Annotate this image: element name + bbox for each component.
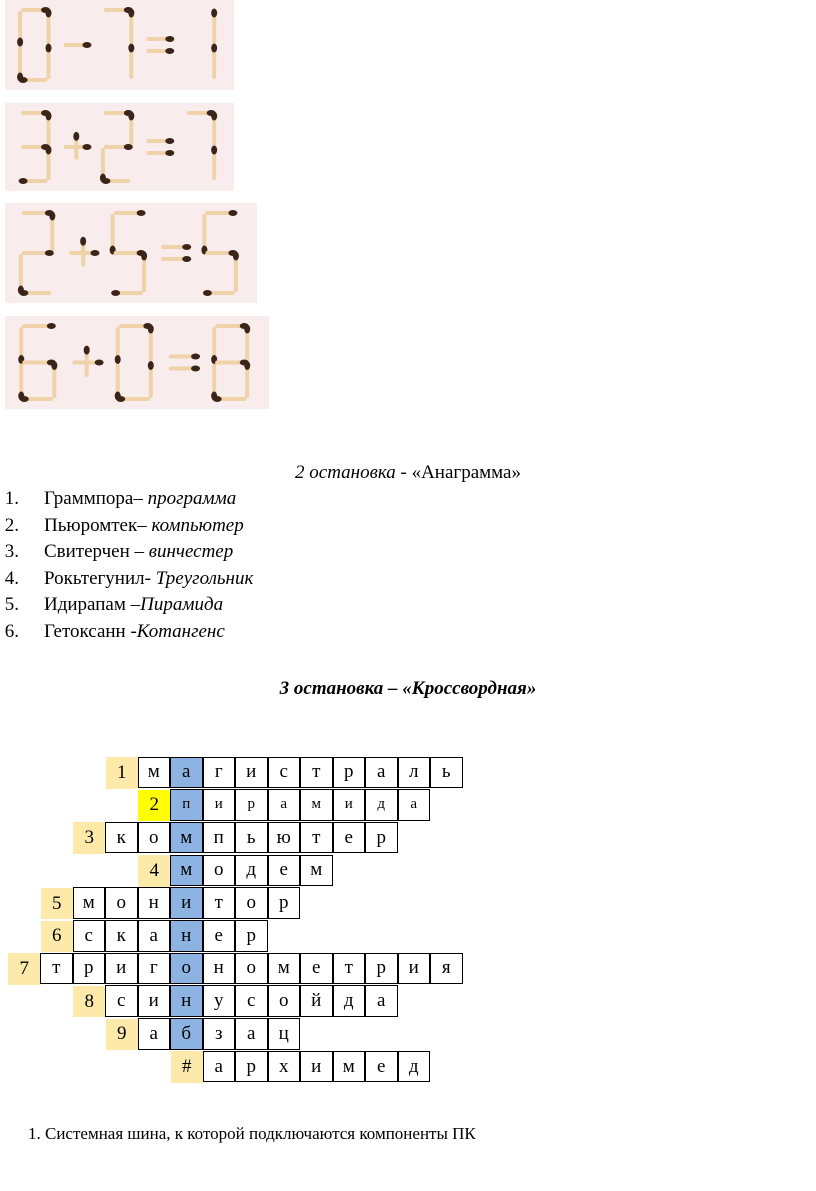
match-head — [115, 355, 121, 364]
crossword-cell: б — [170, 1018, 203, 1050]
crossword-cell: м — [170, 822, 203, 854]
clue-number: 1 — [106, 757, 139, 789]
match-head — [115, 392, 121, 401]
crossword-cell: п — [170, 789, 203, 821]
match-head — [20, 396, 29, 402]
anagram-answer: программа — [147, 488, 237, 509]
anagram-answer: Пирамида — [140, 594, 224, 615]
item-number: 6. — [4, 620, 19, 642]
matchstick-puzzle-2 — [5, 103, 234, 191]
crossword-cell: р — [235, 1051, 268, 1083]
crossword-cell: и — [138, 985, 171, 1017]
anagram-list — [0, 486, 253, 645]
anagram-word: Рокьтегунил — [44, 567, 145, 589]
clue-number: 4 — [138, 855, 171, 887]
crossword-cell: к — [105, 822, 138, 854]
crossword-cell: з — [203, 1018, 236, 1050]
match-head — [95, 360, 104, 366]
crossword-cell: м — [138, 757, 171, 789]
list-item — [0, 513, 253, 540]
anagram-answer: Котангенс — [136, 620, 225, 642]
crossword-cell: а — [138, 920, 171, 952]
crossword-cell: м — [268, 953, 301, 985]
crossword-cell: ь — [430, 757, 463, 789]
clue-number: 3 — [73, 822, 106, 854]
crossword-cell: ц — [268, 1018, 301, 1050]
match-head — [211, 9, 217, 18]
crossword-cell: д — [333, 985, 366, 1017]
crossword-cell: м — [73, 887, 106, 919]
anagram-word: Пьюромтек — [44, 514, 138, 536]
match-head — [51, 361, 57, 370]
crossword-cell: д — [365, 789, 398, 821]
crossword-cell: а — [268, 789, 301, 821]
list-item — [0, 566, 253, 593]
match-head — [82, 144, 91, 150]
anagram-answer: винчестер — [148, 541, 234, 562]
match-head — [182, 244, 191, 250]
crossword-cell: к — [105, 920, 138, 952]
match-head — [128, 44, 134, 53]
crossword-cell: и — [235, 757, 268, 789]
crossword-cell: и — [170, 887, 203, 919]
crossword-cell: и — [203, 789, 236, 821]
anagram-answer: Треугольник — [155, 567, 254, 589]
crossword-cell: у — [203, 985, 236, 1017]
crossword-cell: с — [73, 920, 106, 952]
list-item — [0, 592, 253, 619]
crossword-cell: и — [398, 953, 431, 985]
crossword-cell: е — [268, 855, 301, 887]
crossword-cell: м — [333, 1051, 366, 1083]
match-head — [46, 9, 52, 18]
crossword-cell: о — [170, 953, 203, 985]
clue-number: 2 — [138, 790, 171, 822]
match-head — [73, 132, 79, 141]
crossword-cell: и — [105, 953, 138, 985]
item-number: 5. — [4, 594, 19, 615]
match-head — [240, 360, 249, 366]
match-head — [148, 325, 154, 334]
match-head — [233, 252, 239, 261]
separator: – — [133, 488, 148, 509]
anagram-answer: компьютер — [151, 514, 244, 536]
clue-number: # — [171, 1051, 204, 1083]
match-head — [128, 112, 134, 121]
crossword-cell: й — [300, 985, 333, 1017]
match-head — [82, 42, 91, 48]
crossword-cell: н — [170, 920, 203, 952]
stop2-title-sep: - — [395, 462, 412, 483]
crossword-cell: м — [170, 855, 203, 887]
list-item — [0, 486, 253, 513]
crossword-cell: р — [365, 953, 398, 985]
match-head — [165, 48, 174, 54]
crossword-cell: н — [170, 985, 203, 1017]
crossword-cell: е — [333, 822, 366, 854]
crossword-cell: р — [268, 887, 301, 919]
match-head — [41, 144, 50, 150]
match-head — [191, 354, 200, 360]
match-head — [148, 361, 154, 370]
stop2-title-name: «Анаграмма» — [411, 462, 521, 483]
crossword-cell: с — [268, 757, 301, 789]
clue-number: 6 — [41, 921, 74, 953]
list-item — [0, 539, 253, 566]
match-head — [47, 323, 56, 329]
matchstick-puzzle-4 — [5, 316, 269, 409]
stop2-title-italic: 2 остановка — [295, 462, 396, 483]
crossword-cell: и — [333, 789, 366, 821]
crossword-cell: д — [235, 855, 268, 887]
crossword-cell: о — [268, 985, 301, 1017]
match-head — [191, 366, 200, 372]
crossword-cell: с — [105, 985, 138, 1017]
crossword-cell: н — [203, 953, 236, 985]
crossword-cell: р — [365, 822, 398, 854]
match-head — [90, 250, 99, 256]
match-head — [17, 73, 23, 82]
match-head — [46, 44, 52, 53]
crossword-cell: а — [398, 789, 431, 821]
item-number: 4. — [4, 567, 19, 589]
match-head — [17, 38, 23, 47]
crossword-cell: м — [300, 855, 333, 887]
match-head — [137, 210, 146, 216]
crossword-cell: г — [138, 953, 171, 985]
crossword-cell: о — [138, 822, 171, 854]
match-head — [124, 144, 133, 150]
crossword-cell: а — [235, 1018, 268, 1050]
match-head — [80, 237, 86, 246]
crossword-cell: а — [365, 985, 398, 1017]
crossword-cell: г — [203, 757, 236, 789]
clue-number: 9 — [106, 1019, 139, 1051]
separator: - — [144, 567, 156, 589]
separator: – — [137, 514, 152, 536]
match-head — [211, 44, 217, 53]
crossword-cell: р — [73, 953, 106, 985]
match-head — [19, 178, 28, 184]
crossword-cell: р — [235, 920, 268, 952]
match-head — [165, 36, 174, 42]
crossword-question-1: 1. Системная шина, к которой подключаются компоненты ПК — [28, 1124, 476, 1143]
crossword-cell: т — [300, 822, 333, 854]
match-head — [111, 290, 120, 296]
separator: - — [130, 620, 137, 642]
matchstick-puzzle-3 — [5, 203, 257, 303]
anagram-word: Граммпора — [44, 488, 134, 509]
crossword-cell: о — [105, 887, 138, 919]
match-head — [141, 252, 147, 261]
crossword-cell: е — [300, 953, 333, 985]
stop3-heading: 3 остановка – «Кроссвордная» — [279, 678, 537, 699]
crossword-cell: п — [203, 822, 236, 854]
crossword-cell: а — [203, 1051, 236, 1083]
match-head — [46, 112, 52, 121]
crossword-cell: с — [235, 985, 268, 1017]
anagram-word: Идирапам — [44, 594, 131, 615]
match-head — [203, 290, 212, 296]
match-head — [49, 212, 55, 221]
stop2-heading — [0, 462, 816, 484]
crossword-cell: о — [235, 887, 268, 919]
matchstick-puzzle-1 — [5, 0, 234, 90]
crossword-cell: х — [268, 1051, 301, 1083]
list-item — [0, 619, 253, 646]
match-head — [165, 138, 174, 144]
crossword-cell: и — [300, 1051, 333, 1083]
match-head — [45, 250, 54, 256]
crossword-cell: е — [203, 920, 236, 952]
crossword-cell: т — [40, 953, 73, 985]
separator: – — [134, 541, 149, 562]
match-head — [211, 112, 217, 121]
clue-number: 5 — [41, 888, 74, 920]
separator: – — [130, 594, 141, 615]
crossword-cell: а — [138, 1018, 171, 1050]
crossword-cell: т — [333, 953, 366, 985]
match-head — [18, 286, 24, 295]
crossword-cell: я — [430, 953, 463, 985]
crossword-cell: л — [398, 757, 431, 789]
item-number: 3. — [4, 541, 19, 562]
crossword-cell: ю — [268, 822, 301, 854]
item-number: 1. — [4, 488, 19, 509]
crossword-cell: н — [138, 887, 171, 919]
crossword-cell: е — [365, 1051, 398, 1083]
item-number: 2. — [4, 514, 19, 536]
crossword-cell: а — [170, 757, 203, 789]
match-head — [182, 256, 191, 262]
anagram-word: Свитерчен — [44, 541, 135, 562]
match-head — [165, 150, 174, 156]
anagram-word: Гетоксанн — [44, 620, 131, 642]
crossword-cell: ь — [235, 822, 268, 854]
match-head — [84, 346, 90, 355]
match-head — [211, 146, 217, 155]
match-head — [228, 210, 237, 216]
crossword-cell: р — [235, 789, 268, 821]
crossword-cell: р — [333, 757, 366, 789]
match-head — [128, 9, 134, 18]
crossword-cell: т — [203, 887, 236, 919]
crossword-cell: т — [300, 757, 333, 789]
match-head — [244, 325, 250, 334]
match-head — [211, 392, 217, 401]
match-head — [100, 174, 106, 183]
clue-number: 8 — [73, 986, 106, 1018]
clue-number: 7 — [8, 953, 41, 985]
crossword-cell: о — [203, 855, 236, 887]
crossword-cell: д — [398, 1051, 431, 1083]
crossword-cell: а — [365, 757, 398, 789]
crossword-cell: о — [235, 953, 268, 985]
crossword-cell: м — [300, 789, 333, 821]
